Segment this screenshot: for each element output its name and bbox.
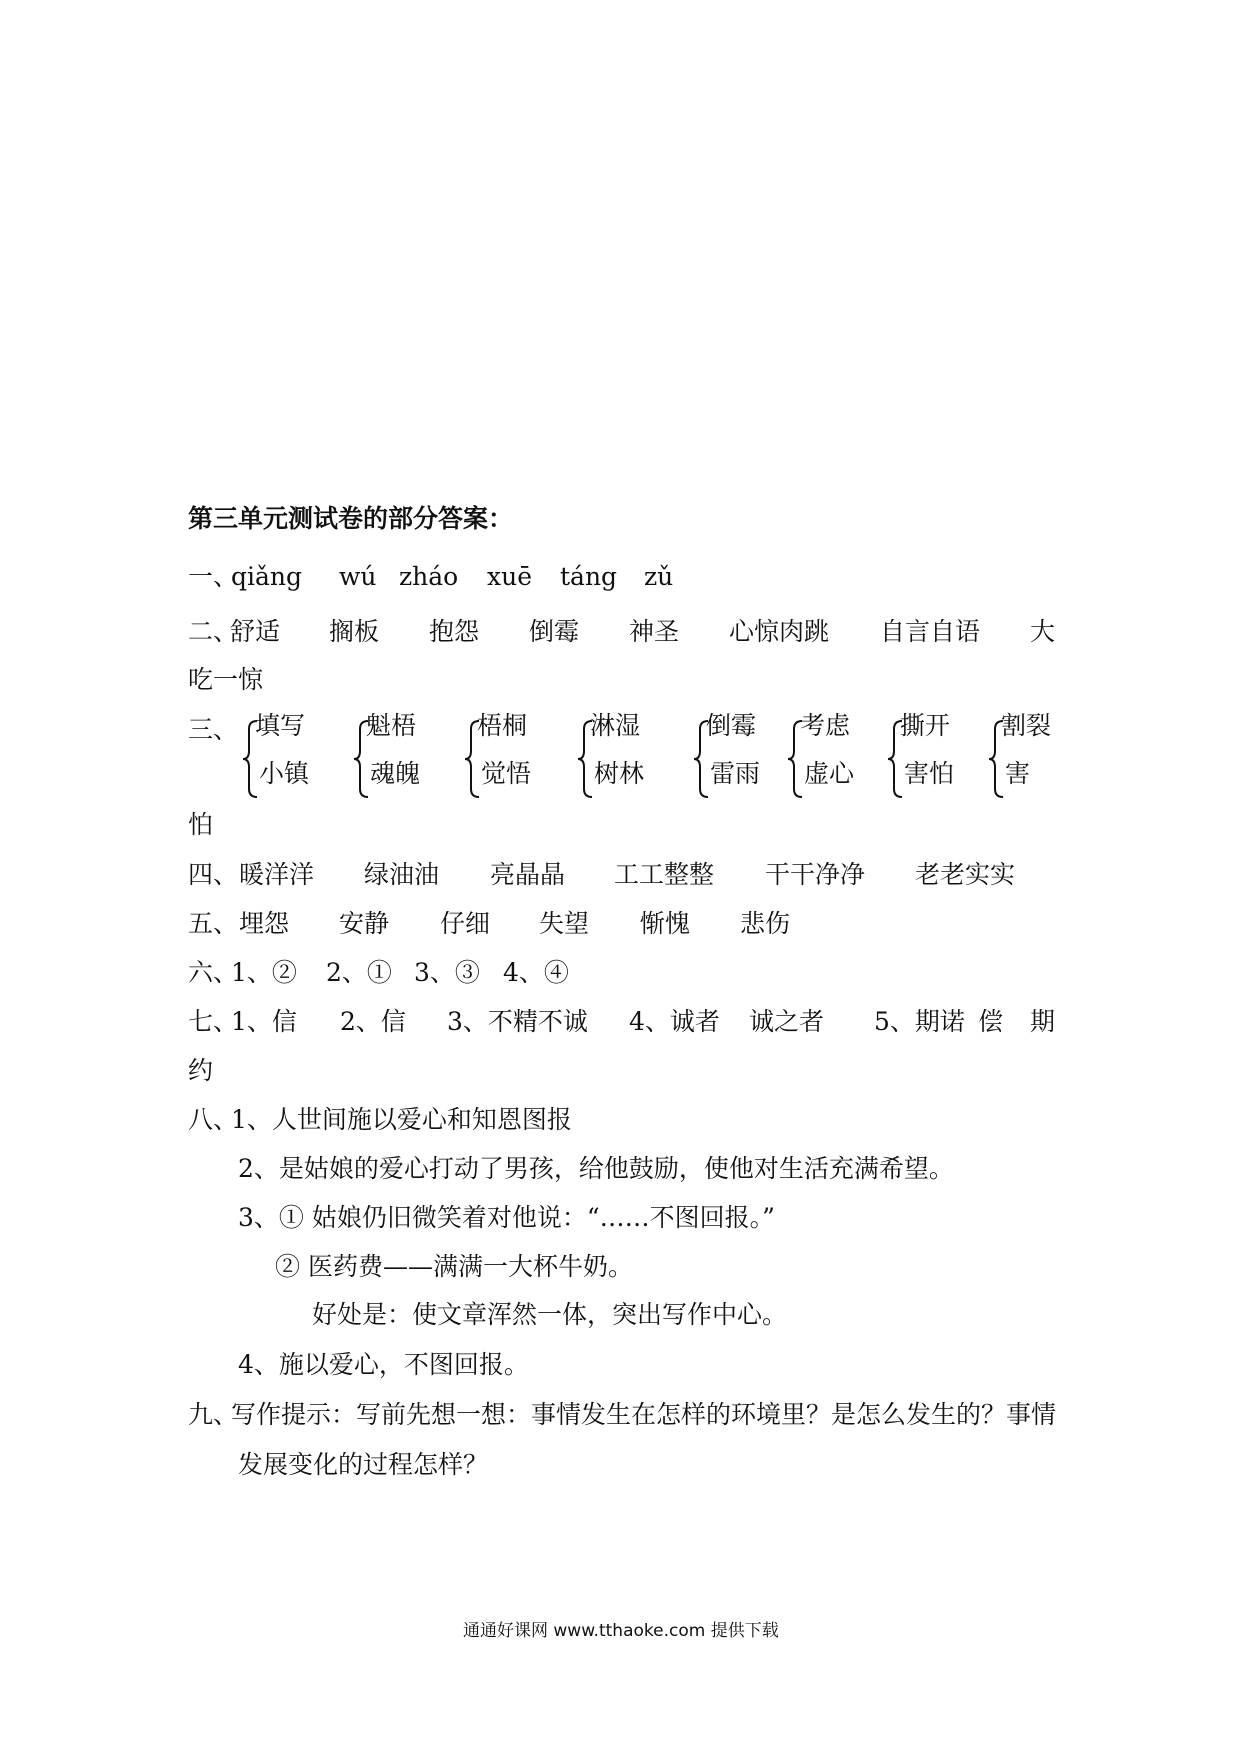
q5-label: 五、 (188, 909, 239, 938)
q4-item-3: 亮晶晶 (490, 860, 566, 889)
q3-top-8: 割裂 (1001, 711, 1052, 740)
q7-item-5: 诚之者 (749, 1007, 825, 1036)
q8-line-6: 4、施以爱心，不图回报。 (238, 1350, 529, 1379)
q2-item-4: 倒霉 (529, 617, 580, 646)
q1-item-5: táng (560, 562, 618, 591)
q3-top-2: 魁梧 (366, 711, 417, 740)
q2-item-8: 大 (1030, 617, 1056, 646)
q3-wrap: 怕 (188, 810, 214, 839)
q7-item-2: 2、信 (340, 1007, 406, 1036)
q4-item-1: 暖洋洋 (239, 860, 315, 889)
q7-item-1: 1、信 (231, 1007, 297, 1036)
q2-wrap: 吃一惊 (188, 665, 264, 694)
q4-item-5: 干干净净 (765, 860, 866, 889)
q1-item-1: qiǎng (231, 562, 303, 591)
q9-label: 九、 (188, 1400, 239, 1429)
q8-line-1: 1、人世间施以爱心和知恩图报 (231, 1105, 572, 1134)
q5-item-5: 惭愧 (640, 909, 691, 938)
q5-item-2: 安静 (339, 909, 390, 938)
page-title: 第三单元测试卷的部分答案： (188, 504, 514, 533)
q3-label: 三、 (188, 715, 239, 744)
q3-bottom-5: 雷雨 (710, 759, 761, 788)
q5-item-3: 仔细 (440, 909, 491, 938)
q4-label: 四、 (188, 860, 239, 889)
q8-line-5: 好处是：使文章浑然一体，突出写作中心。 (312, 1300, 788, 1329)
q2-item-3: 抱怨 (429, 617, 480, 646)
q4-item-2: 绿油油 (364, 860, 440, 889)
q3-top-7: 撕开 (900, 711, 951, 740)
q7-wrap: 约 (188, 1056, 214, 1085)
q6-item-3: 3、③ (414, 958, 480, 987)
q4-item-4: 工工整整 (614, 860, 715, 889)
q8-line-4: ② 医药费——满满一大杯牛奶。 (275, 1252, 633, 1281)
q2-item-2: 搁板 (329, 617, 380, 646)
q7-item-7: 偿 (978, 1007, 1004, 1036)
q3-bottom-4: 树林 (594, 759, 645, 788)
q7-label: 七、 (188, 1007, 239, 1036)
q7-item-8: 期 (1030, 1007, 1056, 1036)
footer-source: 通通好课网 www.tthaoke.com 提供下载 (463, 1621, 779, 1641)
q3-bottom-1: 小镇 (259, 759, 310, 788)
q1-item-6: zǔ (644, 562, 674, 591)
q3-bottom-3: 觉悟 (481, 759, 532, 788)
q6-item-4: 4、④ (503, 958, 569, 987)
q5-item-6: 悲伤 (740, 909, 791, 938)
q3-bottom-7: 害怕 (904, 759, 955, 788)
q3-bottom-6: 虚心 (804, 759, 855, 788)
q3-top-1: 填写 (255, 711, 306, 740)
q2-item-7: 自言自语 (880, 617, 981, 646)
q5-item-1: 埋怨 (239, 909, 290, 938)
q8-line-3: 3、① 姑娘仍旧微笑着对他说：“……不图回报。” (238, 1203, 775, 1232)
q9-line-2: 发展变化的过程怎样？ (238, 1450, 489, 1479)
q3-top-5: 倒霉 (706, 711, 757, 740)
q7-item-4: 4、诚者 (629, 1007, 720, 1036)
q2-item-1: 舒适 (230, 617, 281, 646)
q6-label: 六、 (188, 958, 239, 987)
q1-item-2: wú (339, 562, 377, 591)
q9-line-1: 写作提示：写前先想一想：事情发生在怎样的环境里？是怎么发生的？事情 (231, 1400, 1057, 1429)
q1-item-4: xuē (487, 562, 532, 591)
q3-bottom-8: 害 (1005, 759, 1031, 788)
q3-top-4: 淋湿 (590, 711, 641, 740)
q2-label: 二、 (188, 617, 239, 646)
q6-item-2: 2、① (326, 958, 392, 987)
q4-item-6: 老老实实 (915, 860, 1016, 889)
q3-top-6: 考虑 (800, 711, 851, 740)
q3-top-3: 梧桐 (477, 711, 528, 740)
q7-item-3: 3、不精不诚 (447, 1007, 588, 1036)
q8-line-2: 2、是姑娘的爱心打动了男孩，给他鼓励，使他对生活充满希望。 (238, 1154, 954, 1183)
q1-label: 一、 (188, 562, 239, 591)
q5-item-4: 失望 (539, 909, 590, 938)
q7-item-6: 5、期诺 (874, 1007, 965, 1036)
q2-item-6: 心惊肉跳 (729, 617, 830, 646)
q2-item-5: 神圣 (629, 617, 680, 646)
q3-bottom-2: 魂魄 (370, 759, 421, 788)
q1-item-3: zháo (399, 562, 459, 591)
q8-label: 八、 (188, 1105, 239, 1134)
q6-item-1: 1、② (231, 958, 297, 987)
